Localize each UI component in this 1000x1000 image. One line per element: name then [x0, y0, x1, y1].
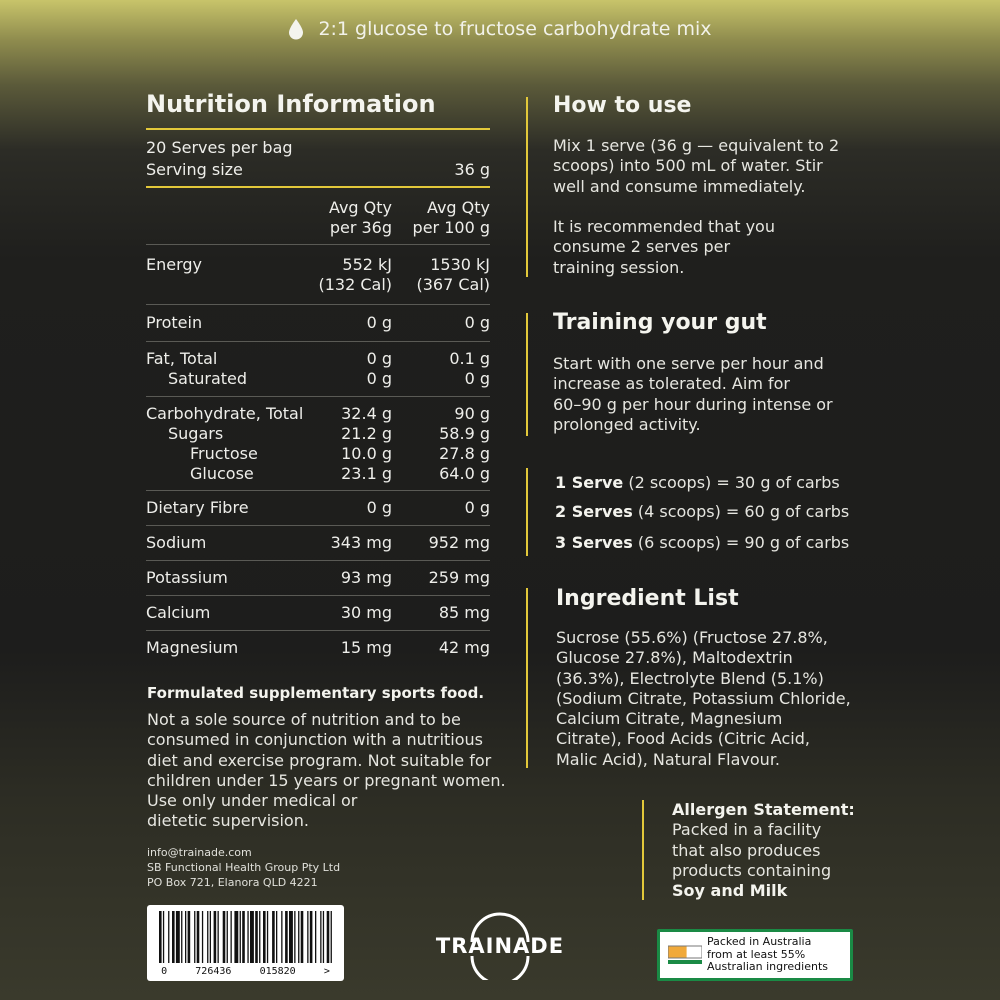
- barcode-bar: [240, 911, 241, 963]
- barcode-bar: [185, 911, 186, 963]
- serve-line-3: [555, 533, 849, 552]
- calcium-v1: 30 mg: [340, 603, 392, 622]
- barcode-bar: [310, 911, 313, 963]
- col2-header-1: Avg Qty: [426, 198, 490, 217]
- aus-label-text: Packed in Australia from at least 55% Australian ingredients: [707, 935, 829, 973]
- disclaimer-text: Not a sole source of nutrition and to be consumed in conjunction with a nutritious diet and exercise program. Not suitable for children under 15 years or pregnant women. Use only under medical or dietetic supervision.: [147, 710, 506, 831]
- barcode-bar: [218, 911, 219, 963]
- barcode-bar: [267, 911, 268, 963]
- barcode-bar: [307, 911, 308, 963]
- glucose-v1: 23.1 g: [341, 464, 392, 483]
- sodium-v1: 343 mg: [330, 533, 392, 552]
- how-to-use-paragraph-2: It is recommended that you consume 2 serves per training session.: [553, 217, 775, 277]
- fat-v1: 0 g: [366, 349, 392, 368]
- barcode-bar: [210, 911, 211, 963]
- fat-v2: 0.1 g: [449, 349, 490, 368]
- protein-label: Protein: [146, 313, 203, 332]
- barcode-bar: [214, 911, 217, 963]
- barcode: [147, 905, 344, 981]
- allergen-accent-bar: [642, 800, 644, 900]
- barcode-bar: [223, 911, 226, 963]
- ingredients-accent-bar: [526, 588, 528, 768]
- barcode-bar: [181, 911, 182, 963]
- nutrition-panel: [146, 90, 490, 658]
- barcode-bar: [327, 911, 330, 963]
- energy-row: [146, 255, 490, 275]
- barcode-bar: [231, 911, 232, 963]
- contact-info: [147, 845, 340, 890]
- barcode-bars: [147, 911, 344, 971]
- protein-v2: 0 g: [464, 313, 490, 332]
- fibre-v1: 0 g: [366, 498, 392, 517]
- serving-size-row: [146, 160, 490, 179]
- australian-ingredients-label: [657, 929, 853, 981]
- how-to-use-title: How to use: [553, 93, 692, 118]
- carb-v2: 90 g: [454, 404, 490, 423]
- fibre-label: Dietary Fibre: [146, 498, 249, 517]
- glucose-v2: 64.0 g: [439, 464, 490, 483]
- ingredients-text: Sucrose (55.6%) (Fructose 27.8%, Glucose 27.8%), Maltodextrin (36.3%), Electrolyte Blend (5.1%) (Sodium Citrate, Potassium Chloride, Calcium Citrate, Magnesium Citrate), Food Acids (Citric Acid, Malic Acid), Natural Flavour.: [556, 628, 851, 769]
- barcode-digits: [147, 966, 344, 977]
- energy-row-2: [146, 275, 490, 295]
- barcode-bar: [207, 911, 208, 963]
- barcode-bar: [294, 911, 295, 963]
- barcode-bar: [281, 911, 282, 963]
- carb-row: [146, 404, 490, 424]
- sugars-row: [146, 424, 490, 444]
- serve-1-bold: 1 Serve: [555, 473, 624, 492]
- barcode-bar: [320, 911, 321, 963]
- training-paragraph: Start with one serve per hour and increase as tolerated. Aim for 60–90 g per hour during intense or prolonged activity.: [553, 354, 833, 434]
- serve-3-rest: (6 scoops) = 90 g of carbs: [632, 533, 850, 552]
- energy-v1b: (132 Cal): [318, 275, 392, 294]
- barcode-digit-4: >: [323, 966, 330, 977]
- company: SB Functional Health Group Pty Ltd: [147, 861, 341, 874]
- sugars-v1: 21.2 g: [341, 424, 392, 443]
- barcode-bar: [250, 911, 254, 963]
- glucose-label: Glucose: [190, 464, 254, 483]
- magnesium-row: [146, 638, 490, 658]
- potassium-v2: 259 mg: [428, 568, 490, 587]
- barcode-bar: [331, 911, 332, 963]
- potassium-v1: 93 mg: [340, 568, 392, 587]
- fibre-v2: 0 g: [464, 498, 490, 517]
- calcium-label: Calcium: [146, 603, 211, 622]
- energy-v2b: (367 Cal): [416, 275, 490, 294]
- barcode-bar: [285, 911, 288, 963]
- carb-v1: 32.4 g: [341, 404, 392, 423]
- barcode-bar: [272, 911, 275, 963]
- training-accent-bar: [526, 313, 528, 436]
- barcode-bar: [194, 911, 195, 963]
- training-title: Training your gut: [553, 310, 767, 335]
- how-to-use-accent-bar: [526, 97, 528, 277]
- barcode-bar: [323, 911, 324, 963]
- barcode-digit-2: 726436: [195, 966, 232, 977]
- barcode-bar: [188, 911, 191, 963]
- allergen-bold-tail: Soy and Milk: [672, 881, 788, 901]
- barcode-bar: [289, 911, 293, 963]
- calcium-v2: 85 mg: [438, 603, 490, 622]
- formulated-heading: Formulated supplementary sports food.: [147, 684, 485, 702]
- barcode-bar: [168, 911, 169, 963]
- fructose-v1: 10.0 g: [341, 444, 392, 463]
- trainade-logo: TRAINADE: [435, 934, 565, 958]
- fructose-label: Fructose: [190, 444, 258, 463]
- barcode-bar: [172, 911, 175, 963]
- barcode-bar: [276, 911, 277, 963]
- energy-v2a: 1530 kJ: [430, 255, 490, 274]
- barcode-bar: [255, 911, 258, 963]
- barcode-bar: [202, 911, 203, 963]
- barcode-bar: [159, 911, 162, 963]
- serve-3-bold: 3 Serves: [555, 533, 633, 552]
- serve-2-rest: (4 scoops) = 60 g of carbs: [632, 502, 850, 521]
- fructose-v2: 27.8 g: [439, 444, 490, 463]
- sugars-label: Sugars: [168, 424, 224, 443]
- barcode-bar: [197, 911, 200, 963]
- fat-label: Fat, Total: [146, 349, 218, 368]
- barcode-bar: [259, 911, 260, 963]
- fat-row: [146, 349, 490, 369]
- carb-label: Carbohydrate, Total: [146, 404, 304, 423]
- magnesium-v2: 42 mg: [438, 638, 490, 657]
- barcode-digit-1: 0: [161, 966, 168, 977]
- serving-size-value: 36 g: [454, 160, 490, 179]
- saturated-v2: 0 g: [464, 369, 490, 388]
- serve-1-rest: (2 scoops) = 30 g of carbs: [623, 473, 840, 492]
- serving-size-label: Serving size: [146, 160, 243, 179]
- banner-text: 2:1 glucose to fructose carbohydrate mix: [318, 18, 712, 40]
- serves-per-bag: 20 Serves per bag: [146, 138, 293, 157]
- allergen-statement: [672, 800, 872, 901]
- serves-accent-bar: [526, 468, 528, 556]
- calcium-row: [146, 603, 490, 623]
- energy-label: Energy: [146, 255, 203, 274]
- saturated-v1: 0 g: [366, 369, 392, 388]
- email: info@trainade.com: [147, 846, 252, 859]
- barcode-bar: [301, 911, 304, 963]
- magnesium-label: Magnesium: [146, 638, 239, 657]
- nutrition-title: Nutrition Information: [146, 90, 436, 118]
- fibre-row: [146, 498, 490, 518]
- barcode-bar: [298, 911, 299, 963]
- glucose-row: [146, 464, 490, 484]
- col2-header-2: per 100 g: [412, 218, 490, 237]
- column-headers-2: [146, 218, 490, 238]
- serve-2-bold: 2 Serves: [555, 502, 633, 521]
- barcode-bar: [242, 911, 245, 963]
- column-headers: [146, 198, 490, 218]
- allergen-text: Packed in a facility that also produces products containing: [672, 820, 832, 880]
- col1-header-2: per 36g: [329, 218, 392, 237]
- sugars-v2: 58.9 g: [439, 424, 490, 443]
- protein-v1: 0 g: [366, 313, 392, 332]
- magnesium-v1: 15 mg: [340, 638, 392, 657]
- barcode-bar: [315, 911, 316, 963]
- address: PO Box 721, Elanora QLD 4221: [147, 876, 318, 889]
- barcode-bar: [234, 911, 238, 963]
- fructose-row: [146, 444, 490, 464]
- serve-line-2: [555, 502, 849, 521]
- energy-v1a: 552 kJ: [342, 255, 392, 274]
- ingredients-title: Ingredient List: [556, 586, 739, 611]
- sodium-label: Sodium: [146, 533, 207, 552]
- serve-line-1: [555, 473, 840, 492]
- potassium-label: Potassium: [146, 568, 228, 587]
- col1-header-1: Avg Qty: [328, 198, 392, 217]
- barcode-digit-3: 015820: [259, 966, 296, 977]
- saturated-label: Saturated: [168, 369, 248, 388]
- sodium-row: [146, 533, 490, 553]
- barcode-bar: [227, 911, 228, 963]
- serves-per-bag-row: [146, 138, 490, 157]
- barcode-bar: [263, 911, 266, 963]
- top-banner: [0, 12, 1000, 46]
- potassium-row: [146, 568, 490, 588]
- allergen-title: Allergen Statement:: [672, 800, 855, 819]
- aus-content-bar-icon: [668, 944, 702, 966]
- how-to-use-paragraph-1: Mix 1 serve (36 g — equivalent to 2 scoops) into 500 mL of water. Stir well and consume immediately.: [553, 136, 840, 196]
- sodium-v2: 952 mg: [428, 533, 490, 552]
- saturated-row: [146, 369, 490, 389]
- water-drop-icon: [288, 18, 304, 40]
- barcode-bar: [247, 911, 248, 963]
- barcode-bar: [163, 911, 164, 963]
- protein-row: [146, 313, 490, 333]
- barcode-bar: [176, 911, 180, 963]
